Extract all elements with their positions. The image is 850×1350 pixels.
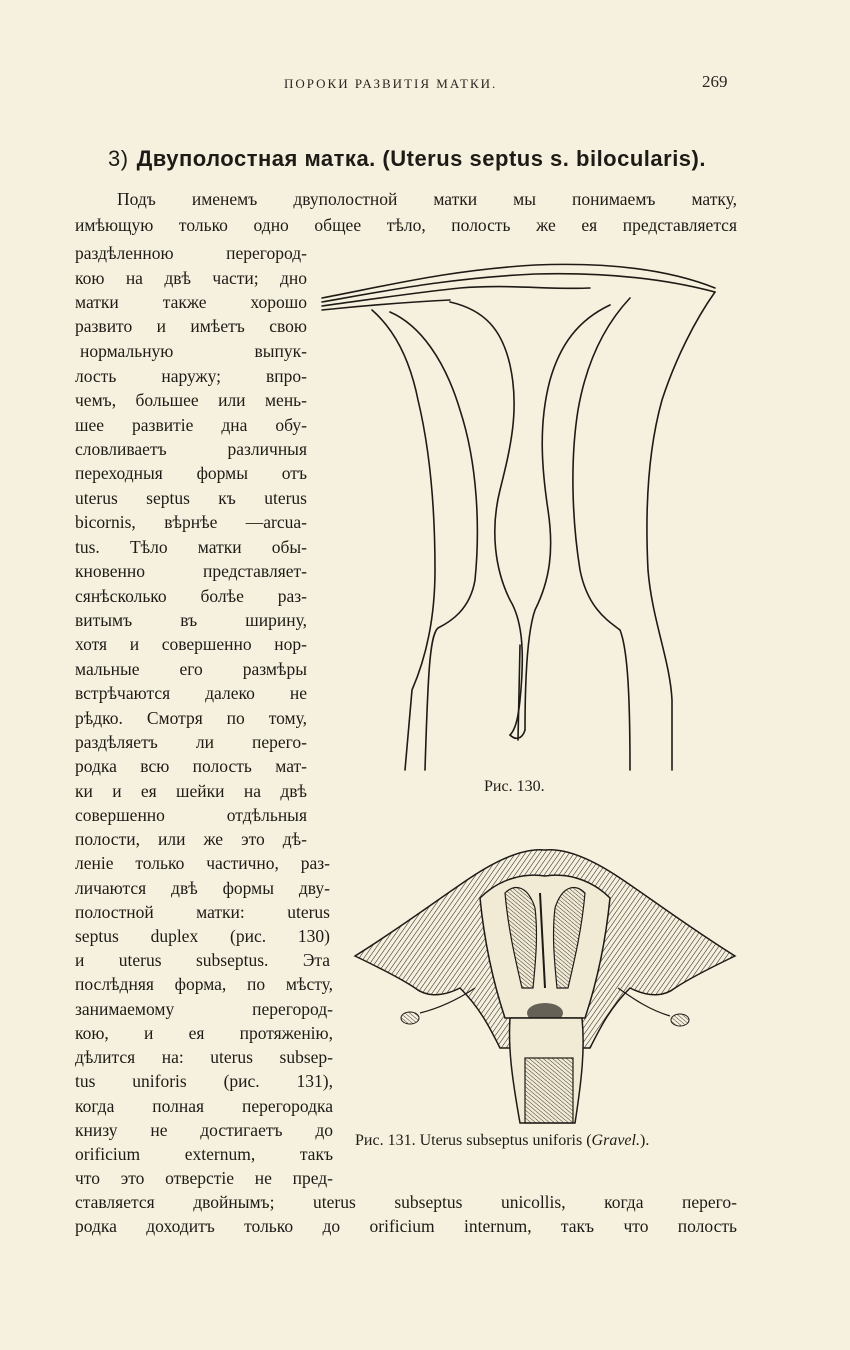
text-line: витымъ въ ширину, — [75, 610, 307, 630]
text-line: ставляется двойнымъ; uterus subseptus unicollis, когда перего- — [75, 1192, 737, 1212]
text-line: словливаетъ различныя — [75, 439, 307, 459]
text-line: леніе только частично, раз- — [75, 853, 330, 873]
figure-131-caption-end: ). — [639, 1132, 650, 1149]
text-line: занимаемому перегород- — [75, 999, 333, 1019]
text-line: полостной матки: uterus — [75, 902, 330, 922]
text-line: orificium externum, такъ — [75, 1144, 333, 1164]
text-line: septus duplex (рис. 130) — [75, 926, 330, 946]
section-title-text: Двуполостная матка. (Uterus septus s. bilocularis). — [136, 146, 706, 171]
text-line: кновенно представляет- — [75, 561, 307, 581]
text-line: хотя и совершенно нор- — [75, 634, 307, 654]
running-head: ПОРОКИ РАЗВИТІЯ МАТКИ. — [284, 76, 498, 91]
text-line: мальные его размѣры — [75, 659, 307, 679]
text-line: bicornis, вѣрнѣе —arcua- — [75, 512, 307, 532]
text-line: кою на двѣ части; дно — [75, 268, 307, 288]
text-line: развито и имѣетъ свою — [75, 316, 307, 336]
text-line: имѣющую только одно общее тѣло, полость же ея представляется — [75, 215, 737, 235]
figure-131-uterus-subseptus-engraving — [350, 838, 740, 1128]
text-line: встрѣчаются далеко не — [75, 683, 307, 703]
text-line: переходныя формы отъ — [75, 463, 307, 483]
section-number: 3) — [108, 146, 129, 171]
figure-131-caption — [355, 1132, 649, 1150]
text-line: чемъ, большее или мень- — [75, 390, 307, 410]
text-line: родка всю полость мат- — [75, 756, 307, 776]
text-line: дѣлится на: uterus subsep- — [75, 1047, 333, 1067]
text-line: матки также хорошо — [75, 292, 307, 312]
text-line: совершенно отдѣльныя — [75, 805, 307, 825]
text-line: лость наружу; впро- — [75, 366, 307, 386]
page-number: 269 — [702, 72, 728, 91]
text-line: шее развитіе дна обу- — [75, 415, 307, 435]
text-line: когда полная перегородка — [75, 1096, 333, 1116]
text-line: сянѣсколько болѣе раз- — [75, 586, 307, 606]
figure-130-caption: Рис. 130. — [484, 778, 545, 795]
text-line: что это отверстіе не пред- — [75, 1168, 333, 1188]
text-line: ки и ея шейки на двѣ — [75, 781, 307, 801]
text-line: uterus septus къ uterus — [75, 488, 307, 508]
text-line: tus uniforis (рис. 131), — [75, 1071, 333, 1091]
text-line: нормальную выпук- — [80, 341, 307, 361]
text-line: Подъ именемъ двуполостной матки мы понимаемъ матку, — [117, 189, 737, 209]
text-line: полости, или же это дѣ- — [75, 829, 307, 849]
text-line: раздѣляетъ ли перего- — [75, 732, 307, 752]
text-line: tus. Тѣло матки обы- — [75, 537, 307, 557]
figure-130-uterus-septus-drawing — [310, 250, 740, 780]
text-line: рѣдко. Смотря по тому, — [75, 708, 307, 728]
text-line: книзу не достигаетъ до — [75, 1120, 333, 1140]
text-line: родка доходитъ только до orificium internum, такъ что полость — [75, 1216, 737, 1236]
text-line: раздѣленною перегород- — [75, 243, 307, 263]
text-line: послѣдняя форма, по мѣсту, — [75, 974, 333, 994]
figure-131-caption-text: Рис. 131. Uterus subseptus uniforis ( — [355, 1132, 592, 1149]
text-line: кою, и ея протяженію, — [75, 1023, 333, 1043]
section-heading — [108, 146, 706, 172]
text-line: личаются двѣ формы дву- — [75, 878, 330, 898]
figure-131-caption-author: Gravel. — [591, 1132, 640, 1149]
text-line: и uterus subseptus. Эта — [75, 950, 330, 970]
